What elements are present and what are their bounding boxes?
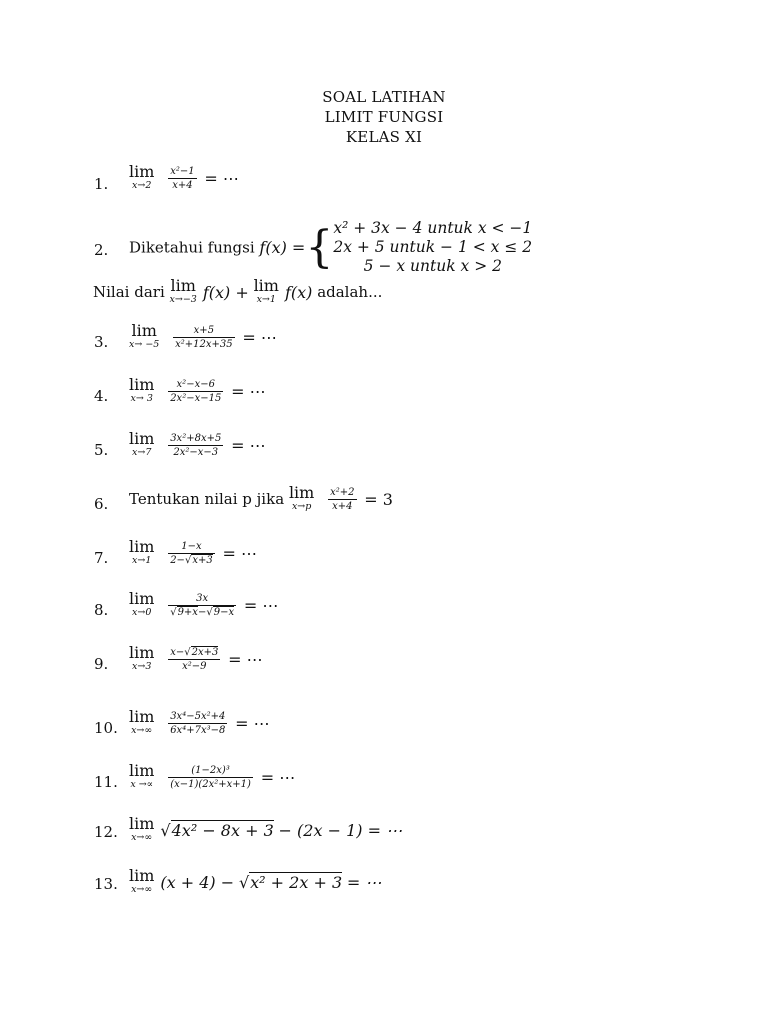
problem-6-number: 6. <box>94 495 109 513</box>
problem-13: lim x→∞ (x + 4) − √x² + 2x + 3 = ⋯ <box>129 866 382 895</box>
problem-3-number: 3. <box>94 333 109 351</box>
problem-11-number: 11. <box>94 773 118 791</box>
problem-9: lim x→3 $\frac{x-√2x+3}{\text{x²−9}}$ = ⋯ <box>129 643 263 672</box>
problem-4: lim x→ 3 $\frac{\text{x²−x−6}}{\text{2x²−x−15}}$ = ⋯ <box>129 375 266 404</box>
problem-5-number: 5. <box>94 441 109 459</box>
limit-operator: lim x→1 <box>253 276 279 305</box>
problem-12-number: 12. <box>94 823 118 841</box>
problem-4-number: 4. <box>94 387 109 405</box>
problem-12: lim x→∞ √4x² − 8x + 3 − (2x − 1) = ⋯ <box>129 814 403 843</box>
problem-10: lim x→∞ $\frac{\text{3x⁴−5x²+4}}{\text{6x⁴+7x³−8}}$ = ⋯ <box>129 707 270 736</box>
problem-1-number: 1. <box>94 175 109 193</box>
problem-7-number: 7. <box>94 549 109 567</box>
title-line-1: SOAL LATIHAN <box>322 88 446 106</box>
problem-1: lim x→2 $\frac{\text{x²−1}}{x+4}$ = ⋯ <box>129 162 239 191</box>
fraction: $\frac{\text{x²−1}}{x+4}$ <box>170 165 195 191</box>
problem-2-line-2: Nilai dari lim x→−3 f(x) + lim x→1 f(x) adalah... <box>93 276 383 305</box>
piecewise-cases: x² + 3x − 4 untuk x < −1 2x + 5 untuk − 1 < x ≤ 2 5 − x untuk x > 2 <box>333 219 533 275</box>
problem-10-number: 10. <box>94 719 118 737</box>
limit-operator: lim x→−3 <box>169 276 197 305</box>
problem-2-number: 2. <box>94 241 109 259</box>
problem-8: lim x→0 $\frac{3x}{√9+x-√9-x}$ = ⋯ <box>129 589 279 618</box>
problem-5: lim x→7 $\frac{\text{3x²+8x+5}}{\text{2x²−x−3}}$ = ⋯ <box>129 429 266 458</box>
title-line-3: KELAS XI <box>345 128 423 146</box>
problem-3: lim x→ −5 $\frac{x+5}{\text{x²+12x+35}}$ = ⋯ <box>129 321 277 350</box>
problem-9-number: 9. <box>94 655 109 673</box>
problem-8-number: 8. <box>94 601 109 619</box>
problem-6: Tentukan nilai p jika lim x→p $\frac{\text{x²+2}}{x+4}$ = 3 <box>129 483 393 512</box>
limit-operator: lim x→2 <box>129 162 155 191</box>
problem-7: lim x→1 $\frac{1-x}{2-√x+3}$ = ⋯ <box>129 537 257 566</box>
title-line-2: LIMIT FUNGSI <box>324 108 444 126</box>
problem-2: Diketahui fungsi f(x) ={ x² + 3x − 4 untuk x < −1 2x + 5 untuk − 1 < x ≤ 2 5 − x untuk x > 2 <box>129 219 533 275</box>
problem-13-number: 13. <box>94 875 118 893</box>
problem-11: lim x →∝ $\frac{\text{(1−2x)³}}{\text{(x−1)(2x²+x+1)}}$ = ⋯ <box>129 761 296 790</box>
